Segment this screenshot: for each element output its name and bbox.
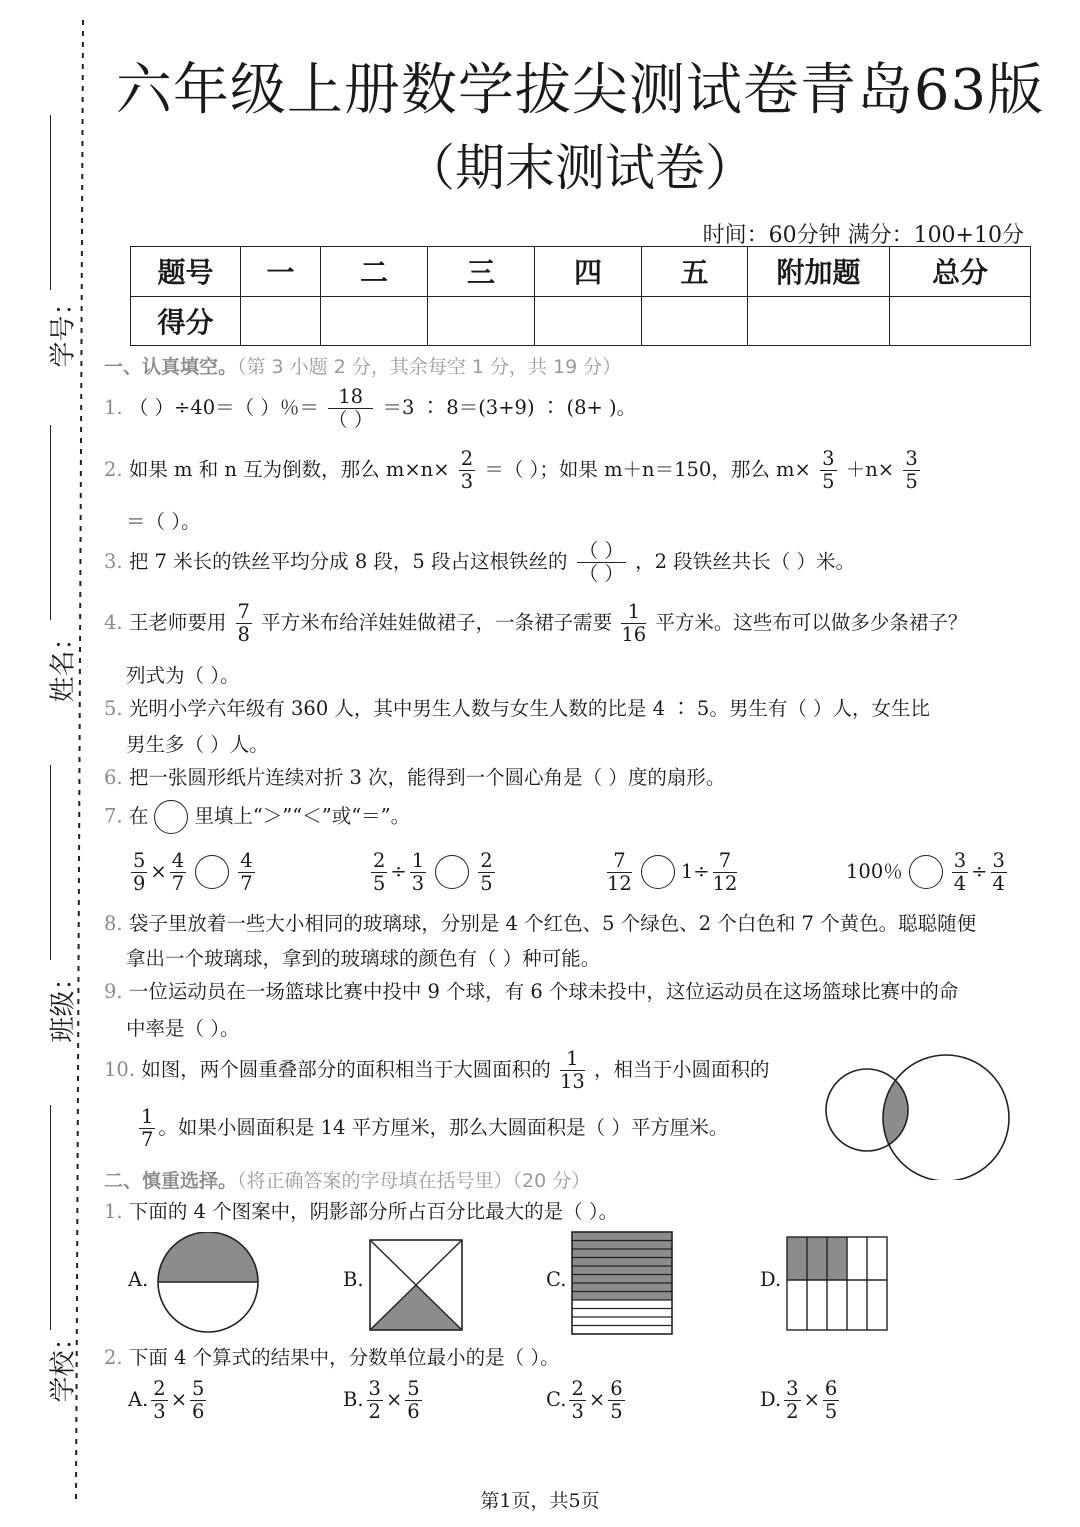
fraction-denominator: 9 xyxy=(133,871,146,895)
question-text: 如图，两个圆重叠部分的面积相当于大圆面积的 xyxy=(141,1057,551,1081)
question-number: 9. xyxy=(104,980,123,1003)
fraction-numerator: 1 xyxy=(621,601,646,624)
fraction-numerator: 2 xyxy=(460,447,474,470)
fraction-numerator: 7 xyxy=(607,850,632,873)
fraction-denominator: 5 xyxy=(824,1399,838,1423)
question-text: ，相当于小圆面积的 xyxy=(593,1057,770,1081)
fraction-denominator: 5 xyxy=(610,1399,623,1423)
choice-option-a: A. $\frac{2}{3}$ × $\frac{5}{6}$ xyxy=(128,1377,205,1423)
fraction-denominator: 7 xyxy=(240,871,253,895)
question-text: （ ）÷40＝（ ）％＝ xyxy=(128,395,319,419)
time-info: 时间：60分钟 满分：100+10分 xyxy=(702,223,1024,248)
question-1 xyxy=(104,386,636,431)
question-6 xyxy=(104,762,725,790)
question-2 xyxy=(104,448,923,493)
fraction-numerator: 1 xyxy=(141,1105,154,1128)
fraction-denominator: 3 xyxy=(153,1399,166,1423)
question-text: 王老师要用 xyxy=(128,610,227,634)
question-number: 7. xyxy=(104,804,123,828)
score-row xyxy=(131,296,1031,346)
score-row-label: 得分 xyxy=(131,296,241,346)
question-text: 如果 m 和 n 互为倒数，那么 m×n× xyxy=(128,457,450,481)
fraction-numerator: 3 xyxy=(992,849,1005,872)
fraction-numerator: 2 xyxy=(480,849,493,872)
fraction-numerator: 1 xyxy=(560,1048,585,1071)
score-cell[interactable] xyxy=(890,296,1031,346)
option-b-figure xyxy=(368,1238,464,1332)
option-b-label: B. xyxy=(343,1268,364,1291)
fraction-numerator: 6 xyxy=(610,1377,623,1400)
fraction-numerator: 3 xyxy=(953,849,967,872)
question-8-continued: 拿出一个玻璃球，拿到的玻璃球的颜色有（ ）种可能。 xyxy=(126,947,601,970)
question-5-continued: 男生多（ ）人。 xyxy=(126,733,269,756)
question-text: 在 xyxy=(128,804,149,828)
operator: ÷ xyxy=(390,859,407,883)
fraction-numerator: 7 xyxy=(237,600,250,623)
section1-heading xyxy=(104,352,621,379)
student-id-label: 学号： xyxy=(48,289,79,368)
question-text: 平方米。这些布可以做多少条裙子？ xyxy=(655,610,968,634)
option-c-figure xyxy=(571,1231,673,1335)
question-text: 里填上“＞”“＜”或“＝”。 xyxy=(194,804,411,828)
question-5 xyxy=(104,693,930,721)
answer-circle[interactable] xyxy=(195,855,229,889)
question-text: 下面 4 个算式的结果中，分数单位最小的是（ ）。 xyxy=(128,1346,560,1369)
fraction-numerator: 4 xyxy=(240,849,253,872)
school-label: 学校： xyxy=(48,1324,79,1403)
question-number: 1. xyxy=(104,395,123,419)
fraction-numerator: 3 xyxy=(822,447,835,470)
score-header-row xyxy=(131,247,1031,297)
binding-margin xyxy=(0,0,120,1527)
shaded-triangle xyxy=(370,1285,462,1330)
name-label: 姓名： xyxy=(48,624,79,703)
choice-option-d: D. $\frac{3}{2}$ × $\frac{6}{5}$ xyxy=(760,1377,838,1423)
answer-circle[interactable] xyxy=(641,855,675,889)
comparison-circle-icon xyxy=(154,800,188,834)
score-table xyxy=(130,246,1031,346)
choice-question-2 xyxy=(104,1342,560,1370)
section1-title: 一、认真填空。 xyxy=(104,356,238,378)
fraction-numerator: 7 xyxy=(713,850,738,873)
option-label: A. xyxy=(128,1387,149,1411)
score-cell[interactable] xyxy=(535,296,642,346)
question-text: 把一张圆形纸片连续对折 3 次，能得到一个圆心角是（ ）度的扇形。 xyxy=(128,766,726,789)
question-number: 4. xyxy=(104,610,123,634)
fraction-numerator: 3 xyxy=(905,447,918,470)
cut-line xyxy=(76,20,83,1500)
fraction-numerator: 2 xyxy=(571,1377,584,1400)
fraction-numerator: 1 xyxy=(411,849,425,872)
fraction-denominator: 4 xyxy=(992,871,1005,895)
class-line xyxy=(50,765,51,960)
question-text: 光明小学六年级有 360 人，其中男生人数与女生人数的比是 4 ∶ 5。男生有（ ）人，女生比 xyxy=(128,697,931,720)
question-text: ＋n× xyxy=(845,457,895,481)
question-number: 2. xyxy=(104,457,123,481)
fraction-denominator: 2 xyxy=(368,1399,381,1423)
answer-circle[interactable] xyxy=(909,855,943,889)
question-text: ，2 段铁丝共长（ ）米。 xyxy=(635,549,855,573)
page-subtitle: （期末测试卷） xyxy=(405,139,755,197)
option-c-label: C. xyxy=(546,1268,567,1291)
choice-question-1 xyxy=(104,1196,618,1224)
fraction-numerator: 3 xyxy=(368,1377,381,1400)
option-a-figure xyxy=(154,1232,262,1334)
fraction-denominator: 5 xyxy=(480,871,493,895)
fraction-denominator: （ ） xyxy=(328,407,374,431)
expression-text: 100％ xyxy=(846,859,903,883)
question-text: ＝3 ∶ 8＝(3+9) ∶ (8+ )。 xyxy=(382,395,637,419)
fraction-denominator: （ ） xyxy=(578,561,624,585)
section2-note: （将正确答案的字母填在括号里）（20 分） xyxy=(237,1170,591,1192)
fraction-denominator: 5 xyxy=(822,469,835,493)
fraction-denominator: 5 xyxy=(905,469,918,493)
question-2-continued: ＝（ ）。 xyxy=(126,510,201,533)
section2-title: 二、慎重选择。 xyxy=(104,1170,238,1192)
section2-heading xyxy=(104,1166,590,1193)
class-label: 班级： xyxy=(48,964,79,1043)
shaded-half-circle xyxy=(158,1232,258,1282)
question-text: 把 7 米长的铁丝平均分成 8 段，5 段占这根铁丝的 xyxy=(128,549,568,573)
question-text: ＝（ ）；如果 m＋n＝150，那么 m× xyxy=(484,457,811,481)
fraction-denominator: 7 xyxy=(171,871,185,895)
fraction-denominator: 6 xyxy=(407,1399,420,1423)
question-8 xyxy=(104,908,976,936)
expression-text: 1÷ xyxy=(680,859,710,883)
option-label: B. xyxy=(343,1387,364,1411)
school-line xyxy=(50,1105,51,1330)
fraction-numerator: 5 xyxy=(407,1377,420,1400)
operator: ÷ xyxy=(971,859,988,883)
page-footer: 第1页，共5页 xyxy=(480,1490,600,1512)
question-number: 3. xyxy=(104,549,123,573)
option-d-figure xyxy=(786,1236,888,1332)
fraction-numerator: 5 xyxy=(133,849,146,872)
question-9 xyxy=(104,976,958,1004)
fraction-numerator: 3 xyxy=(786,1377,799,1400)
fraction-denominator: 7 xyxy=(141,1127,154,1151)
compare-item-3 xyxy=(604,850,740,895)
fraction-denominator: 12 xyxy=(607,871,632,895)
table-header-cell: 题号 xyxy=(131,247,241,297)
question-9-continued: 中率是（ ）。 xyxy=(126,1017,240,1040)
fraction-numerator: 18 xyxy=(328,386,373,409)
score-cell[interactable] xyxy=(428,296,535,346)
fraction-numerator: 6 xyxy=(824,1377,838,1400)
fraction-denominator: 6 xyxy=(192,1399,205,1423)
fraction-denominator: 4 xyxy=(953,871,967,895)
page-title: 六年级上册数学拔尖测试卷青岛63版 xyxy=(115,58,1045,123)
question-number: 5. xyxy=(104,697,123,720)
fraction-denominator: 16 xyxy=(621,622,647,646)
operator: × xyxy=(150,859,167,883)
score-cell[interactable] xyxy=(642,296,748,346)
question-text: 。如果小圆面积是 14 平方厘米，那么大圆面积是（ ）平方厘米。 xyxy=(158,1115,729,1139)
fraction-numerator: （ ） xyxy=(578,539,624,562)
fraction-numerator: 2 xyxy=(153,1377,166,1400)
option-a-label: A. xyxy=(128,1268,149,1291)
fraction-denominator: 12 xyxy=(712,871,738,895)
option-label: C. xyxy=(546,1387,567,1411)
question-number: 10. xyxy=(104,1057,136,1081)
question-text: 平方米布给洋娃娃做裙子，一条裙子需要 xyxy=(261,610,613,634)
question-10-continued xyxy=(136,1106,728,1151)
choice-option-b: B. $\frac{3}{2}$ × $\frac{5}{6}$ xyxy=(343,1377,420,1423)
question-number: 6. xyxy=(104,766,123,789)
fraction-denominator: 13 xyxy=(559,1069,585,1093)
table-header-cell: 总分 xyxy=(890,247,1031,297)
question-3 xyxy=(104,540,855,585)
fraction-numerator: 5 xyxy=(192,1377,205,1400)
table-header-cell: 一 xyxy=(241,247,321,297)
question-4-continued: 列式为（ ）。 xyxy=(126,664,240,687)
answer-circle[interactable] xyxy=(435,855,469,889)
fraction-denominator: 3 xyxy=(411,871,425,895)
compare-item-2 xyxy=(368,850,498,895)
score-cell[interactable] xyxy=(321,296,428,346)
score-cell[interactable] xyxy=(241,296,321,346)
question-7 xyxy=(104,800,410,834)
fraction-denominator: 3 xyxy=(460,469,474,493)
question-text: 一位运动员在一场篮球比赛中投中 9 个球，有 6 个球未投中，这位运动员在这场篮球比赛中的命 xyxy=(128,980,959,1003)
overlapping-circles-figure xyxy=(820,1050,1020,1180)
question-text: 袋子里放着一些大小相同的玻璃球，分别是 4 个红色、5 个绿色、2 个白色和 7 个黄色。聪聪随便 xyxy=(128,912,977,935)
question-text: 下面的 4 个图案中，阴影部分所占百分比最大的是（ ）。 xyxy=(128,1200,619,1223)
name-line xyxy=(50,425,51,620)
option-d-label: D. xyxy=(760,1268,782,1291)
choice-option-c: C. $\frac{2}{3}$ × $\frac{6}{5}$ xyxy=(546,1377,623,1423)
compare-item-1 xyxy=(128,850,258,895)
fraction-numerator: 4 xyxy=(171,849,185,872)
table-header-cell: 五 xyxy=(642,247,748,297)
question-number: 1. xyxy=(104,1200,123,1223)
question-number: 8. xyxy=(104,912,123,935)
shaded-cells xyxy=(787,1237,847,1280)
fraction-denominator: 3 xyxy=(571,1399,584,1423)
question-number: 2. xyxy=(104,1346,123,1369)
fraction-denominator: 2 xyxy=(786,1399,799,1423)
fraction-denominator: 5 xyxy=(373,871,386,895)
fraction-numerator: 2 xyxy=(373,849,386,872)
score-cell[interactable] xyxy=(748,296,890,346)
section1-note: （第 3 小题 2 分，其余每空 1 分，共 19 分） xyxy=(237,356,622,378)
fraction-denominator: 8 xyxy=(237,622,250,646)
option-label: D. xyxy=(760,1387,782,1411)
compare-item-4 xyxy=(846,850,1010,895)
table-header-cell: 四 xyxy=(535,247,642,297)
question-4 xyxy=(104,601,967,646)
table-header-cell: 附加题 xyxy=(748,247,890,297)
question-10 xyxy=(104,1048,769,1093)
table-header-cell: 二 xyxy=(321,247,428,297)
table-header-cell: 三 xyxy=(428,247,535,297)
